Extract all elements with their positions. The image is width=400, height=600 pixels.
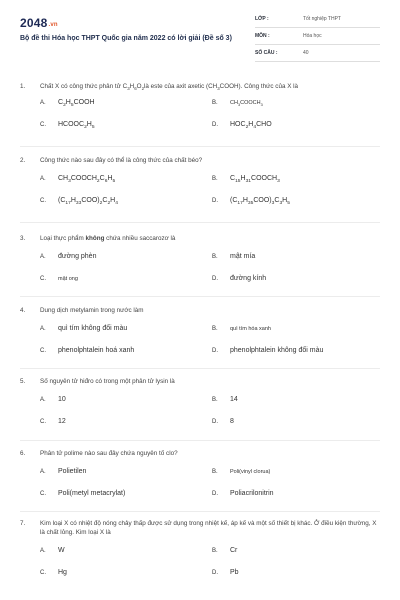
- option-b[interactable]: [212, 468, 270, 475]
- option-value: Polietilen: [58, 468, 87, 475]
- logo-suffix: .vn: [48, 22, 58, 28]
- option-letter: D.: [212, 491, 218, 497]
- question-body: Phân tử polime nào sau đây chứa nguyên tố clo?: [40, 450, 178, 457]
- meta-row-grade: [255, 14, 380, 28]
- option-value: Pb: [230, 569, 239, 576]
- option-letter: B.: [212, 100, 218, 106]
- option-letter: A.: [40, 100, 46, 106]
- option-value: $(C_{17}H_{33}COO)_2C_2H_4$: [58, 197, 118, 206]
- question-number: 1.: [20, 83, 26, 90]
- exam-meta: [255, 14, 380, 65]
- option-d[interactable]: [212, 418, 234, 425]
- option-letter: D.: [212, 122, 218, 128]
- question-text-part: Loại thực phẩm: [40, 235, 86, 242]
- options: [20, 394, 380, 436]
- options: [20, 251, 380, 293]
- option-letter: D.: [212, 198, 218, 204]
- meta-row-subject: [255, 31, 380, 45]
- option-value: 14: [230, 396, 238, 403]
- option-letter: A.: [40, 326, 46, 332]
- divider: [20, 222, 380, 223]
- meta-value: Hóa học: [303, 33, 322, 39]
- option-value: 10: [58, 396, 66, 403]
- option-value: Poli(vinyl clorua): [230, 469, 271, 475]
- option-value: đường kính: [230, 275, 267, 282]
- site-logo[interactable]: [20, 16, 58, 30]
- option-value: phenolphtalein không đổi màu: [230, 347, 324, 354]
- option-value: 12: [58, 418, 66, 425]
- option-c[interactable]: [40, 418, 66, 425]
- option-b[interactable]: [212, 325, 271, 332]
- option-d[interactable]: [212, 490, 274, 497]
- option-b[interactable]: [212, 99, 263, 106]
- option-a[interactable]: [40, 325, 127, 332]
- meta-row-count: [255, 48, 380, 62]
- option-b[interactable]: [212, 547, 237, 554]
- options: [20, 466, 380, 508]
- option-d[interactable]: [212, 197, 290, 204]
- meta-value: Tốt nghiệp THPT: [303, 16, 341, 22]
- meta-label: SỐ CÂU :: [255, 50, 278, 56]
- option-value: $HOC_2H_4CHO$: [230, 121, 272, 130]
- option-value: $C_{15}H_{31}COOCH_3$: [230, 175, 280, 184]
- option-letter: B.: [212, 176, 218, 182]
- question-number: 4.: [20, 307, 26, 314]
- option-a[interactable]: [40, 468, 86, 475]
- option-letter: A.: [40, 469, 46, 475]
- document-title: Bộ đề thi Hóa học THPT Quốc gia năm 2022 có lời giải (Đề số 3): [20, 35, 232, 42]
- option-value: $CH_3COOCH_3$: [230, 100, 263, 107]
- option-d[interactable]: [212, 347, 323, 354]
- option-letter: A.: [40, 397, 46, 403]
- option-value: Poli(metyl metacrylat): [58, 490, 126, 497]
- option-letter: C.: [40, 122, 46, 128]
- option-c[interactable]: [40, 347, 134, 354]
- option-c[interactable]: [40, 121, 95, 128]
- option-value: quì tím không đổi màu: [58, 325, 128, 332]
- option-value: $C_2H_5COOH$: [58, 99, 95, 108]
- question-text-part: chứa nhiều saccarozơ là: [104, 235, 176, 242]
- option-letter: C.: [40, 348, 46, 354]
- logo-text: 2048: [20, 16, 48, 30]
- question-text: [20, 306, 380, 315]
- option-letter: B.: [212, 326, 218, 332]
- question-body: Kim loại X có nhiệt độ nóng chảy thấp được sử dụng trong nhiệt kế, áp kế và một số thiết bị khác. Ở điều kiện thường, X là chất lỏng. Kim loại X là: [40, 520, 377, 536]
- option-value: Cr: [230, 547, 238, 554]
- question-body: Công thức nào sau đây có thể là công thức của chất béo?: [40, 157, 203, 164]
- option-letter: D.: [212, 419, 218, 425]
- question-1: [20, 82, 380, 141]
- question-number: 6.: [20, 450, 26, 457]
- divider: [20, 511, 380, 512]
- option-value: $CH_3COOCH_2C_6H_5$: [58, 175, 116, 184]
- option-a[interactable]: [40, 547, 65, 554]
- option-value: Poliacrilonitrin: [230, 490, 274, 497]
- option-letter: C.: [40, 419, 46, 425]
- option-value: W: [58, 547, 65, 554]
- question-text: [20, 449, 380, 458]
- option-a[interactable]: [40, 253, 96, 260]
- question-number: 2.: [20, 157, 26, 164]
- option-letter: D.: [212, 276, 218, 282]
- option-value: mật mía: [230, 253, 256, 260]
- option-a[interactable]: [40, 396, 66, 403]
- question-text: [20, 82, 380, 91]
- option-letter: D.: [212, 570, 218, 576]
- option-c[interactable]: [40, 197, 118, 204]
- divider: [20, 296, 380, 297]
- divider: [20, 440, 380, 441]
- option-letter: B.: [212, 469, 218, 475]
- options: [20, 545, 380, 587]
- question-body: [40, 235, 175, 242]
- divider: [20, 146, 380, 147]
- page-header: [20, 14, 380, 64]
- question-emphasis: không: [85, 235, 105, 242]
- option-letter: C.: [40, 570, 46, 576]
- option-b[interactable]: [212, 253, 255, 260]
- option-value: Hg: [58, 569, 67, 576]
- question-6: [20, 449, 380, 508]
- option-b[interactable]: [212, 175, 280, 182]
- question-2: [20, 156, 380, 215]
- option-letter: B.: [212, 397, 218, 403]
- option-letter: C.: [40, 491, 46, 497]
- divider: [20, 368, 380, 369]
- option-letter: C.: [40, 198, 46, 204]
- option-letter: A.: [40, 548, 46, 554]
- question-number: 3.: [20, 235, 26, 242]
- option-b[interactable]: [212, 396, 238, 403]
- option-value: đường phèn: [58, 253, 97, 260]
- question-3: [20, 234, 380, 293]
- option-c[interactable]: [40, 569, 67, 576]
- option-c[interactable]: [40, 275, 78, 282]
- option-d[interactable]: [212, 569, 239, 576]
- question-body: Số nguyên tử hiđro có trong một phân tử lysin là: [40, 378, 175, 385]
- meta-label: MÔN :: [255, 33, 270, 39]
- option-value: mật ong: [58, 276, 78, 282]
- question-number: 5.: [20, 378, 26, 385]
- option-value: $HCOOC_2H_5$: [58, 121, 95, 130]
- meta-value: 40: [303, 50, 309, 56]
- option-letter: D.: [212, 348, 218, 354]
- option-value: $(C_{17}H_{35}COO)_3C_3H_5$: [230, 197, 290, 206]
- option-a[interactable]: [40, 175, 115, 182]
- question-text: [20, 377, 380, 386]
- option-c[interactable]: [40, 490, 125, 497]
- options: [20, 99, 380, 141]
- options: [20, 173, 380, 215]
- question-text: [20, 519, 380, 537]
- question-text: [20, 234, 380, 243]
- option-value: phenolphtalein hoá xanh: [58, 347, 135, 354]
- option-value: 8: [230, 418, 234, 425]
- option-letter: A.: [40, 176, 46, 182]
- question-5: [20, 377, 380, 436]
- options: [20, 323, 380, 365]
- question-body: Chất X có công thức phân tử $C_3H_6O_2là$ este của axit axetic $(CH_3COOH)$. Công thức của X là: [40, 83, 299, 91]
- option-d[interactable]: [212, 275, 266, 282]
- option-value: quì tím hóa xanh: [230, 326, 271, 332]
- option-a[interactable]: [40, 99, 95, 106]
- question-4: [20, 306, 380, 365]
- option-letter: B.: [212, 548, 218, 554]
- option-letter: B.: [212, 254, 218, 260]
- question-7: [20, 519, 380, 587]
- option-d[interactable]: [212, 121, 272, 128]
- option-letter: C.: [40, 276, 46, 282]
- question-number: 7.: [20, 520, 26, 527]
- question-text: [20, 156, 380, 165]
- meta-label: LỚP :: [255, 16, 269, 22]
- question-body: Dung dịch metylamin trong nước làm: [40, 307, 144, 314]
- option-letter: A.: [40, 254, 46, 260]
